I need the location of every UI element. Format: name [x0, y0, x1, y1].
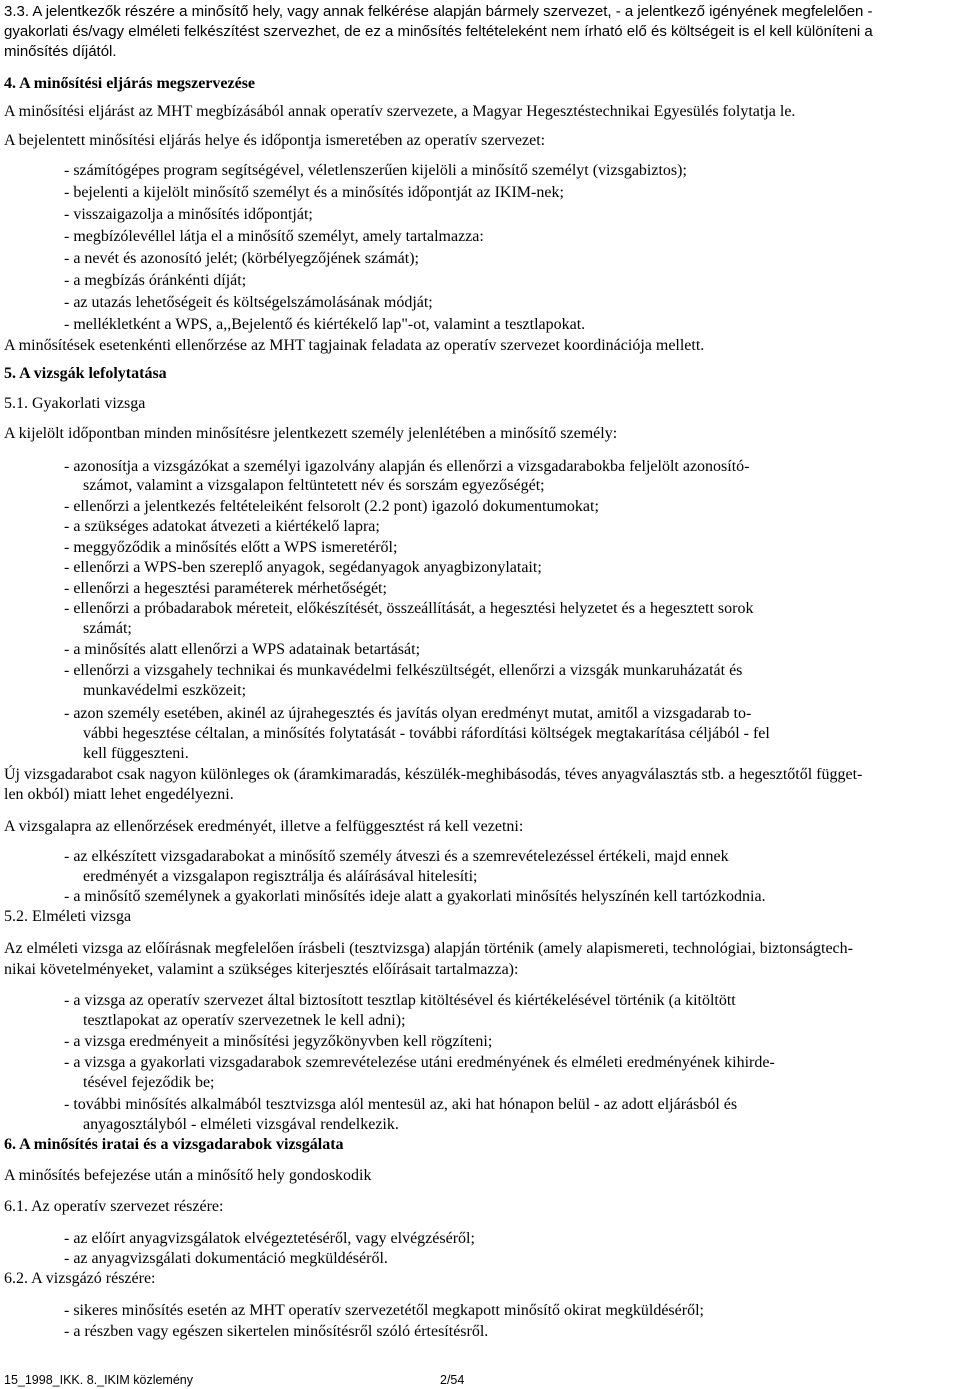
paragraph: A bejelentett minősítési eljárás helye és időpontja ismeretében az operatív szervezet: — [4, 132, 546, 149]
list-item: - a részben vagy egészen sikertelen minősítésről szóló értesítésről. — [64, 1323, 489, 1340]
list-item: - megbízólevéllel látja el a minősítő személyt, amely tartalmazza: — [64, 228, 484, 245]
list-item: - meggyőződik a minősítés előtt a WPS ismeretéről; — [64, 539, 398, 556]
paragraph: Új vizsgadarabot csak nagyon különleges ok (áramkimaradás, készülék-meghibásodás, téves anyagválasztás stb. a hegesztőtől függet- — [4, 766, 863, 783]
paragraph: Az elméleti vizsga az előírásnak megfelelően írásbeli (tesztvizsga) alapján történik (amely alapismereti, technológiai, biztonságtech- — [4, 940, 853, 957]
paragraph: len okból) miatt lehet engedélyezni. — [4, 786, 234, 803]
list-item: - a vizsga az operatív szervezet által biztosított tesztlap kitöltésével és kiértékelésével történik (a kitöltött — [64, 992, 736, 1009]
footer-document-id: 15_1998_IKK. 8._IKIM közlemény — [4, 1373, 194, 1387]
list-item: - mellékletként a WPS, a,,Bejelentő és kiértékelő lap"-ot, valamint a tesztlapokat. — [64, 316, 586, 333]
list-item: - a vizsga a gyakorlati vizsgadarabok szemrevételezése utáni eredményének és elméleti eredményének kihirde- — [64, 1054, 775, 1071]
intro-line: minősítés díjától. — [4, 43, 117, 60]
list-item-continuation: vábbi hegesztése céltalan, a minősítés folytatását - további ráfordítási költségek megtakarítása céljából - fel — [83, 725, 770, 742]
section-6-heading: 6. A minősítés iratai és a vizsgadarabok vizsgálata — [4, 1136, 344, 1153]
paragraph: A kijelölt időpontban minden minősítésre jelentkezett személy jelenlétében a minősítő személy: — [4, 425, 618, 442]
paragraph: A minősítés befejezése után a minősítő hely gondoskodik — [4, 1167, 372, 1184]
subsection-heading: 6.2. A vizsgázó részére: — [4, 1270, 156, 1287]
list-item: - visszaigazolja a minősítés időpontját; — [64, 206, 313, 223]
list-item: - azonosítja a vizsgázókat a személyi igazolvány alapján és ellenőrzi a vizsgadarabokba feljelölt azonosító- — [64, 458, 750, 475]
subsection-heading: 5.1. Gyakorlati vizsga — [4, 395, 146, 412]
list-item-continuation: munkavédelmi eszközeit; — [83, 682, 247, 699]
intro-line: 3.3. A jelentkezők részére a minősítő hely, vagy annak felkérése alapján bármely szervezet, - a jelentkező igényének megfelelően - — [4, 3, 873, 20]
list-item-continuation: eredményét a vizsgalapon regisztrálja és aláírásával hitelesíti; — [83, 868, 478, 885]
intro-line: gyakorlati és/vagy elméleti felkészítést szervezhet, de ez a minősítés feltételeként nem írható elő és költségeit is el kell különíteni a — [4, 23, 873, 40]
list-item: - a vizsga eredményeit a minősítési jegyzőkönyvben kell rögzíteni; — [64, 1033, 493, 1050]
list-item: - a nevét és azonosító jelét; (körbélyegzőjének számát); — [64, 250, 419, 267]
paragraph: nikai követelményeket, valamint a szükséges kiterjesztés előírásait tartalmazza): — [4, 961, 519, 978]
list-item: - azon személy esetében, akinél az újrahegesztés és javítás olyan eredményt mutat, amitől a vizsgadarab to- — [64, 705, 752, 722]
list-item-continuation: számát; — [83, 620, 132, 637]
footer-page-number: 2/54 — [440, 1373, 465, 1387]
list-item: - ellenőrzi a jelentkezés feltételeiként felsorolt (2.2 pont) igazoló dokumentumokat; — [64, 498, 599, 515]
list-item: - bejelenti a kijelölt minősítő személyt és a minősítés időpontját az IKIM-nek; — [64, 184, 564, 201]
list-item-continuation: tesztlapokat az operatív szervezetnek le kell adni); — [83, 1012, 406, 1029]
list-item: - ellenőrzi a vizsgahely technikai és munkavédelmi felkészültségét, ellenőrzi a vizsgák munkaruházatát és — [64, 662, 743, 679]
list-item: - sikeres minősítés esetén az MHT operatív szervezetétől megkapott minősítő okirat megküldéséről; — [64, 1302, 704, 1319]
list-item-continuation: anyagosztályból - elméleti vizsgával rendelkezik. — [83, 1116, 399, 1133]
list-item: - a szükséges adatokat átvezeti a kiértékelő lapra; — [64, 518, 380, 535]
subsection-heading: 6.1. Az operatív szervezet részére: — [4, 1198, 224, 1215]
list-item: - az anyagvizsgálati dokumentáció megküldéséről. — [64, 1250, 388, 1267]
section-5-heading: 5. A vizsgák lefolytatása — [4, 365, 167, 382]
list-item-continuation: tésével fejeződik be; — [83, 1074, 215, 1091]
paragraph: A minősítési eljárást az MHT megbízásából annak operatív szervezete, a Magyar Hegesztéstechnikai Egyesülés folytatja le. — [4, 103, 796, 120]
list-item: - számítógépes program segítségével, véletlenszerűen kijelöli a minősítő személyt (vizsgabiztos); — [64, 162, 687, 179]
list-item: - ellenőrzi a próbadarabok méreteit, előkészítését, összeállítását, a hegesztési helyzetet és a hegesztett sorok — [64, 600, 754, 617]
list-item-continuation: kell függeszteni. — [83, 745, 189, 762]
list-item: - az elkészített vizsgadarabokat a minősítő személy átveszi és a szemrevételezéssel értékeli, majd ennek — [64, 848, 729, 865]
list-item: - ellenőrzi a WPS-ben szereplő anyagok, segédanyagok anyagbizonylatait; — [64, 559, 542, 576]
list-item: - a minősítő személynek a gyakorlati minősítés ideje alatt a gyakorlati minősítés helyszínén kell tartózkodnia. — [64, 888, 766, 905]
list-item: - a minősítés alatt ellenőrzi a WPS adatainak betartását; — [64, 641, 421, 658]
list-item: - ellenőrzi a hegesztési paraméterek mérhetőségét; — [64, 580, 387, 597]
paragraph: A minősítések esetenkénti ellenőrzése az MHT tagjainak feladata az operatív szervezet koordinációja mellett. — [4, 337, 705, 354]
list-item-continuation: számot, valamint a vizsgalapon feltüntetett név és sorszám egyezőségét; — [83, 477, 545, 494]
list-item: - a megbízás óránkénti díját; — [64, 272, 247, 289]
subsection-heading: 5.2. Elméleti vizsga — [4, 908, 132, 925]
section-4-heading: 4. A minősítési eljárás megszervezése — [4, 75, 256, 92]
list-item: - további minősítés alkalmából tesztvizsga alól mentesül az, aki hat hónapon belül - az adott eljárásból és — [64, 1096, 738, 1113]
list-item: - az előírt anyagvizsgálatok elvégeztetéséről, vagy elvégzéséről; — [64, 1230, 475, 1247]
list-item: - az utazás lehetőségeit és költségelszámolásának módját; — [64, 294, 433, 311]
paragraph: A vizsgalapra az ellenőrzések eredményét, illetve a felfüggesztést rá kell vezetni: — [4, 818, 524, 835]
